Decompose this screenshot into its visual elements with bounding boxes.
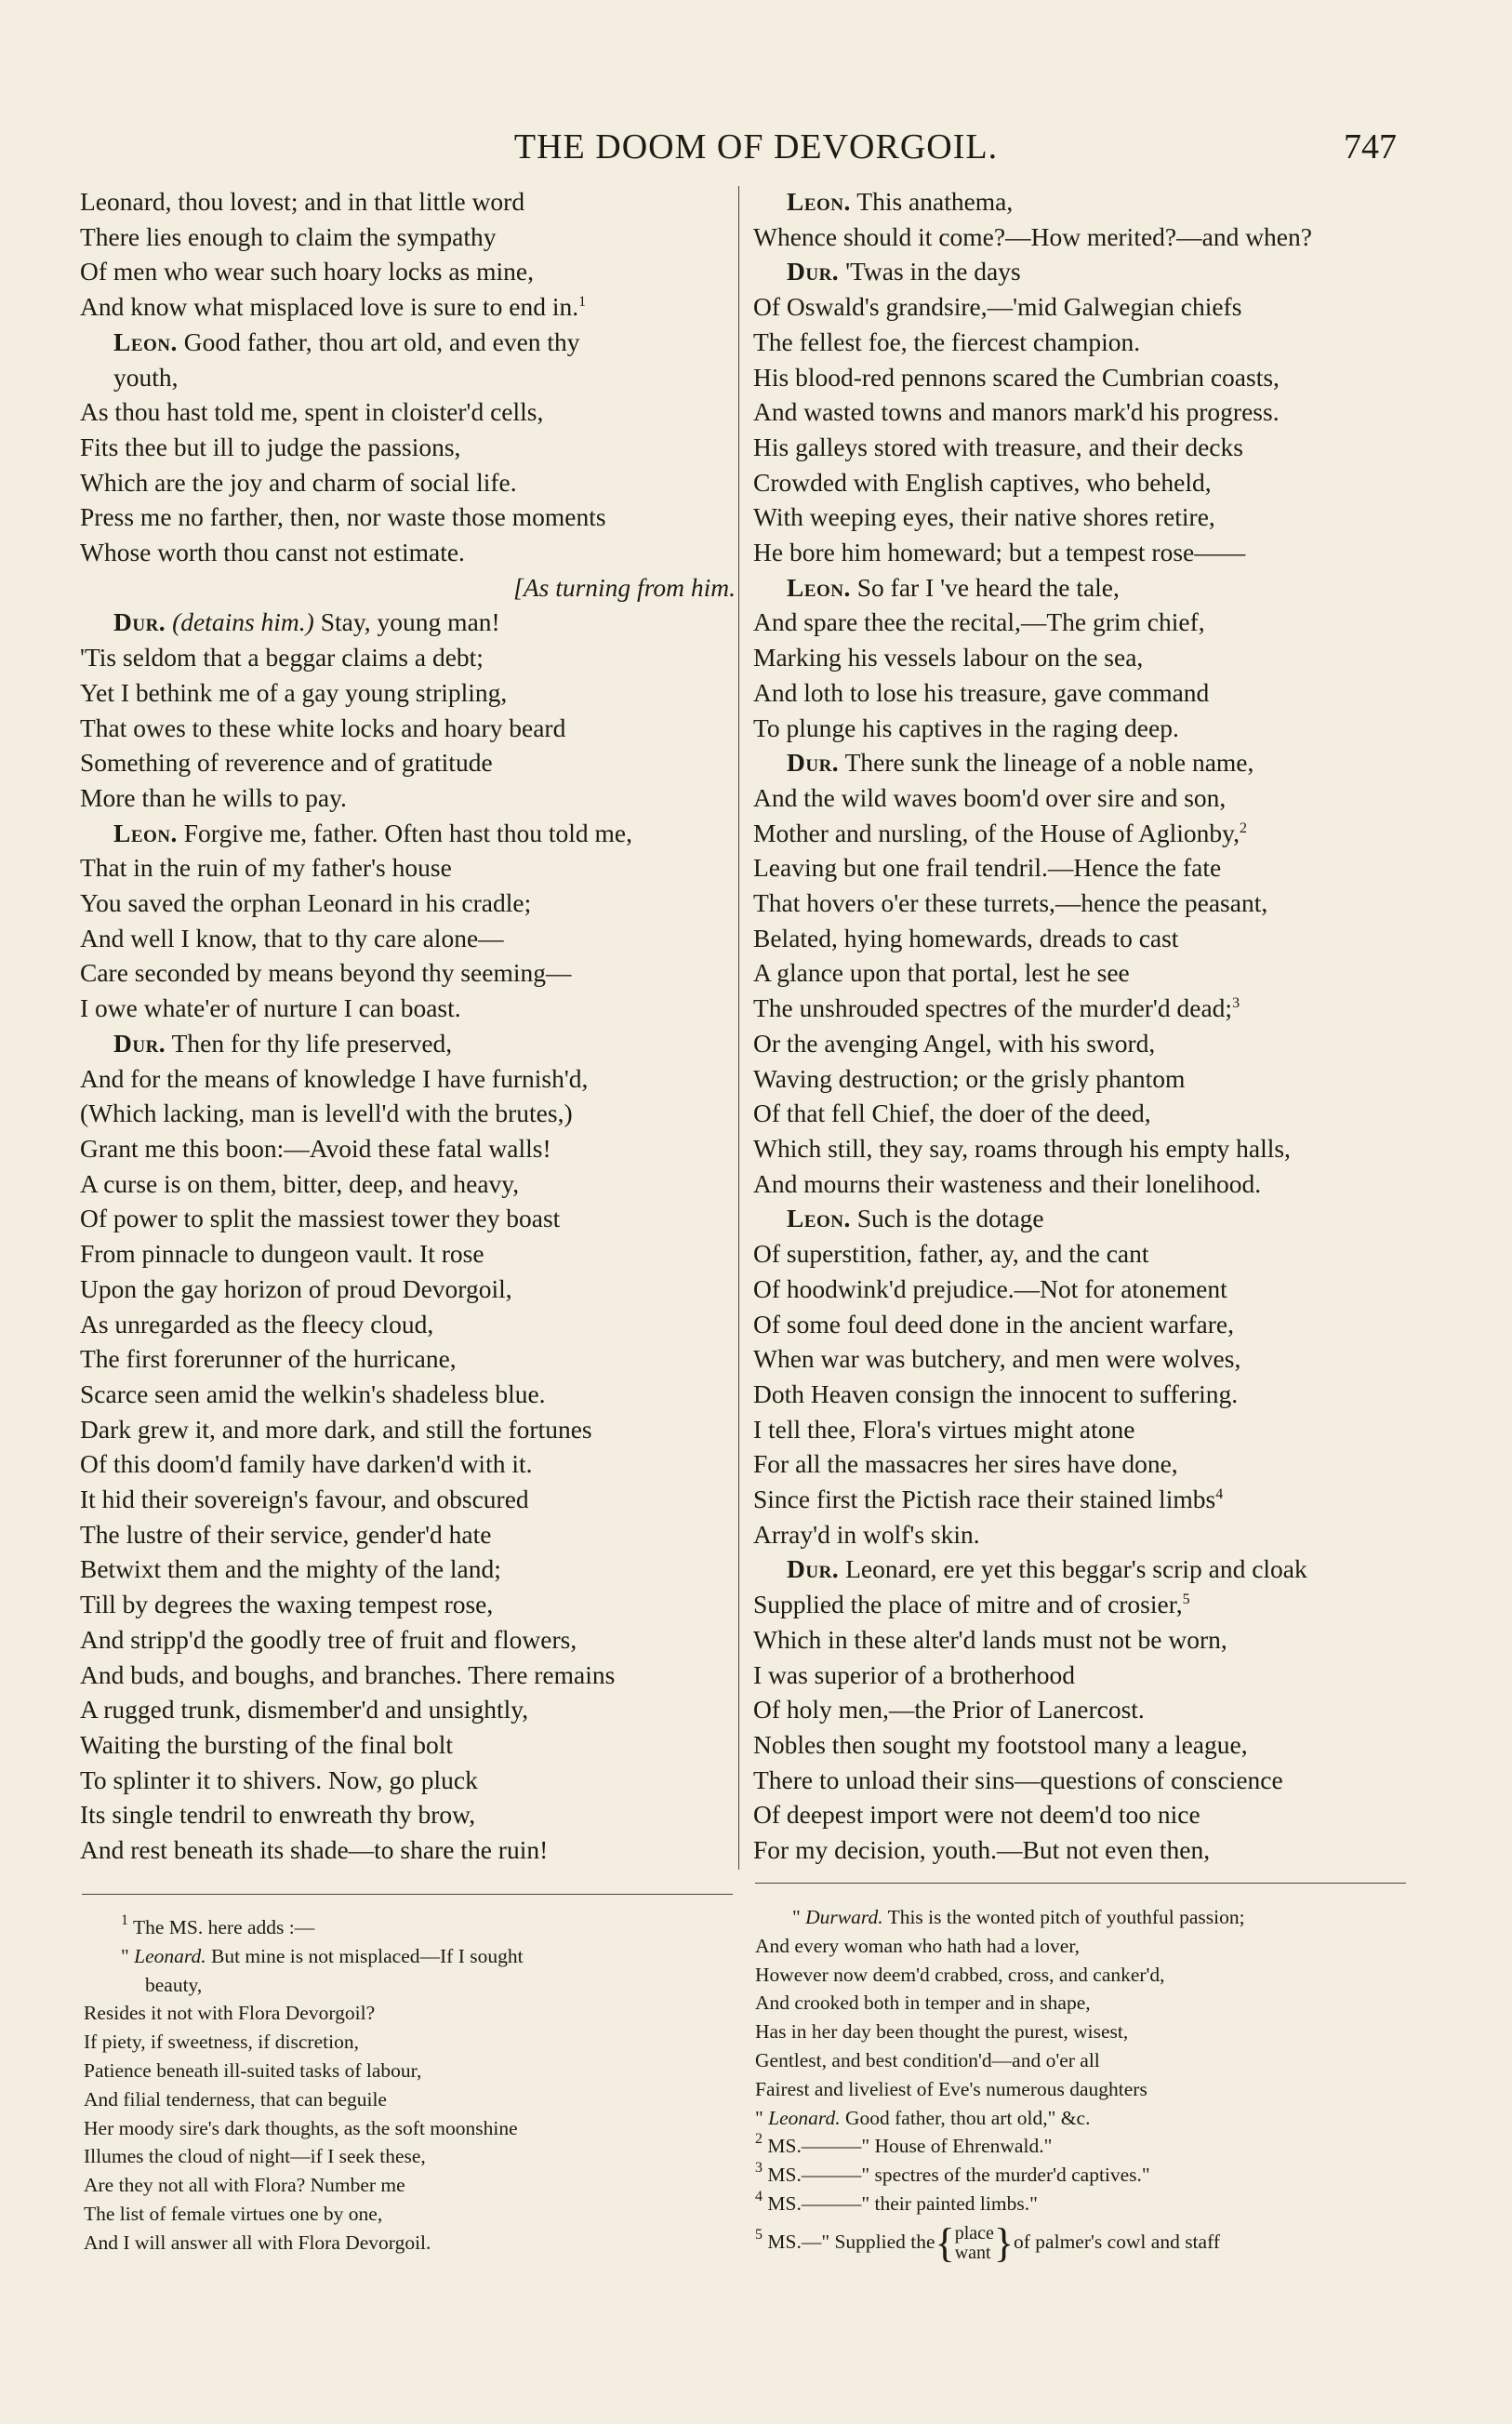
verse-line [80, 184, 736, 220]
footnote-text: Gentlest, and best condition'd—and o'er all [755, 2048, 1100, 2071]
speaker-name: Dur. [113, 607, 166, 637]
footnote-text: However now deem'd crabbed, cross, and canker'd, [755, 1963, 1165, 1986]
line-text: Array'd in wolf's skin. [753, 1519, 980, 1549]
verse-line [80, 535, 736, 570]
footnote-line [84, 2171, 735, 2200]
verse-line [753, 1096, 1412, 1131]
variant-option: place [954, 2222, 994, 2244]
speaker-name: Leon. [787, 1204, 851, 1233]
line-text: I owe whate'er of nurture I can boast. [80, 993, 461, 1023]
footnote-number: 5 [755, 2226, 763, 2243]
speaker-name: Dur. [787, 748, 840, 778]
line-text: Of hoodwink'd prejudice.—Not for atonement [753, 1273, 1227, 1303]
line-text: Upon the gay horizon of proud Devorgoil, [80, 1273, 512, 1303]
line-text: That in the ruin of my father's house [80, 853, 452, 883]
verse-line [80, 1061, 736, 1097]
line-text: And loth to lose his treasure, gave command [753, 677, 1210, 707]
footnote-number: 3 [755, 2160, 763, 2177]
speaker-name: Dur. [113, 1028, 166, 1058]
line-text: Stay, young man! [313, 607, 500, 637]
line-text: Then for thy life preserved, [166, 1028, 453, 1058]
verse-line [753, 360, 1412, 395]
footnote-marker: 1 [578, 294, 587, 311]
verse-line [753, 220, 1412, 255]
verse-line [80, 1096, 736, 1131]
verse-line [753, 780, 1412, 816]
stage-direction: (detains him.) [172, 607, 314, 637]
verse-line [753, 886, 1412, 921]
line-text: And stripp'd the goodly tree of fruit and flowers, [80, 1624, 577, 1654]
footnote-text: Fairest and liveliest of Eve's numerous daughters [755, 2077, 1147, 2100]
line-text: Which still, they say, roams through his empty halls, [753, 1133, 1291, 1163]
verse-line [80, 1307, 736, 1342]
footnote-marker: 2 [1239, 819, 1247, 836]
footnote-speaker: Leonard. [768, 2106, 841, 2129]
line-text: You saved the orphan Leonard in his cradle; [80, 888, 532, 918]
verse-line [80, 605, 736, 640]
speaker-name: Leon. [787, 572, 851, 602]
verse-line [80, 1727, 736, 1763]
line-text: Doth Heaven consign the innocent to suffering. [753, 1378, 1239, 1408]
verse-line [80, 1692, 736, 1727]
verse-line [80, 1272, 736, 1307]
verse-line [80, 1482, 736, 1517]
footnote-line [84, 2142, 735, 2171]
verse-line [753, 1517, 1412, 1552]
verse-line [753, 394, 1412, 430]
footnote-line [755, 1961, 1413, 1990]
verse-line [753, 1377, 1412, 1412]
verse-line [753, 1341, 1412, 1377]
verse-line [753, 1131, 1412, 1166]
right-column [753, 184, 1412, 1868]
line-text: From pinnacle to dungeon vault. It rose [80, 1239, 484, 1269]
line-text: Leonard, ere yet this beggar's scrip and cloak [839, 1554, 1307, 1584]
verse-line [80, 1377, 736, 1412]
footnote-text: If piety, if sweetness, if discretion, [84, 2031, 359, 2054]
verse-line [80, 394, 736, 430]
page-number: 747 [1344, 127, 1397, 166]
verse-line [80, 991, 736, 1026]
verse-line [80, 745, 736, 780]
verse-line [80, 1517, 736, 1552]
line-text: That owes to these white locks and hoary beard [80, 713, 566, 742]
verse-line [80, 1446, 736, 1482]
footnote-text: The MS. here adds :— [133, 1916, 315, 1938]
footnote-line [84, 2057, 735, 2085]
verse-line [753, 1236, 1412, 1272]
line-text: A glance upon that portal, lest he see [753, 958, 1130, 988]
footnote-speaker: Durward. [805, 1906, 883, 1928]
line-text: Of Oswald's grandsire,—'mid Galwegian chiefs [753, 292, 1242, 322]
line-text: Leaving but one frail tendril.—Hence the fate [753, 853, 1222, 883]
line-text: Nobles then sought my footstool many a league, [753, 1729, 1248, 1759]
verse-line [80, 1622, 736, 1658]
line-text: The unshrouded spectres of the murder'd dead; [753, 993, 1233, 1023]
line-text: Yet I bethink me of a gay young stripling, [80, 677, 508, 707]
line-text: Forgive me, father. Often hast thou told me, [177, 818, 632, 847]
footnote-text: And I will answer all with Flora Devorgoil. [84, 2231, 431, 2254]
footnote-line [84, 2229, 735, 2258]
footnote-text: MS.—" Supplied the [767, 2230, 935, 2253]
verse-line [80, 220, 736, 255]
verse-line [753, 1763, 1412, 1798]
line-text: Whose worth thou canst not estimate. [80, 538, 465, 567]
line-text: Since first the Pictish race their stained limbs [753, 1485, 1216, 1514]
footnote-line [755, 2046, 1413, 2075]
footnote-number: 4 [755, 2188, 763, 2204]
line-text: Waving destruction; or the grisly phantom [753, 1063, 1186, 1093]
line-text: Marking his vessels labour on the sea, [753, 643, 1144, 673]
footnote-text: of palmer's cowl and staff [1014, 2230, 1221, 2253]
verse-line [753, 1446, 1412, 1482]
line-text: Good father, thou art old, and even thy [177, 326, 580, 356]
verse-line [80, 640, 736, 675]
line-text: To splinter it to shivers. Now, go pluck [80, 1765, 478, 1794]
footnote-text: " [121, 1944, 135, 1967]
page-header [0, 127, 1512, 173]
verse-line [753, 1622, 1412, 1658]
line-text: Of some foul deed done in the ancient warfare, [753, 1309, 1234, 1339]
verse-line [753, 1727, 1412, 1763]
line-text: Of power to split the massiest tower they boast [80, 1204, 561, 1233]
line-text: And mourns their wasteness and their lonelihood. [753, 1168, 1262, 1198]
footnote-line [84, 2028, 735, 2057]
verse-line [753, 1692, 1412, 1727]
line-text: Mother and nursling, of the House of Aglionby, [753, 818, 1240, 847]
verse-line [753, 1797, 1412, 1832]
line-text: Dark grew it, and more dark, and still the fortunes [80, 1414, 592, 1444]
line-text: For my decision, youth.—But not even then, [753, 1835, 1211, 1865]
line-text: There lies enough to claim the sympathy [80, 221, 497, 251]
line-text: It hid their sovereign's favour, and obscured [80, 1485, 529, 1514]
footnote-number: 1 [121, 1912, 128, 1928]
verse-line [753, 1832, 1412, 1868]
line-text: Or the avenging Angel, with his sword, [753, 1028, 1156, 1058]
footnote-text: And crooked both in temper and in shape, [755, 1991, 1091, 2015]
line-text: Of deepest import were not deem'd too nice [753, 1800, 1200, 1830]
verse-line [753, 1658, 1412, 1693]
verse-line [753, 499, 1412, 535]
line-text: Betwixt them and the mighty of the land; [80, 1554, 501, 1584]
verse-line [753, 430, 1412, 465]
line-text: That hovers o'er these turrets,—hence the peasant, [753, 888, 1268, 918]
footnotes-left [84, 1913, 735, 2258]
footnote-text: This is the wonted pitch of youthful passion; [882, 1906, 1245, 1928]
verse-line [753, 1307, 1412, 1342]
line-text: Fits thee but ill to judge the passions, [80, 432, 461, 461]
verse-line [80, 499, 736, 535]
verse-line [753, 1201, 1412, 1236]
line-text: And buds, and boughs, and branches. There remains [80, 1659, 616, 1689]
verse-line [753, 1061, 1412, 1097]
verse-line [753, 535, 1412, 570]
line-text: As unregarded as the fleecy cloud, [80, 1309, 434, 1339]
footnote-text: Her moody sire's dark thoughts, as the soft moonshine [84, 2116, 518, 2139]
right-brace: } [993, 2219, 1015, 2266]
line-text: A rugged trunk, dismember'd and unsightly, [80, 1695, 529, 1725]
speaker-name: Dur. [787, 1554, 840, 1584]
verse-line [80, 675, 736, 711]
line-text: And wasted towns and manors mark'd his progress. [753, 397, 1280, 427]
verse-line [753, 991, 1412, 1026]
verse-line [753, 1482, 1412, 1517]
footnote-line [84, 2114, 735, 2143]
line-text: There to unload their sins—questions of conscience [753, 1765, 1283, 1794]
footnote-text: Good father, thou art old," &c. [840, 2106, 1091, 2129]
line-text: This anathema, [850, 187, 1014, 216]
footnote-line [84, 1999, 735, 2028]
line-text: Of men who wear such hoary locks as mine, [80, 257, 534, 286]
verse-line [80, 1797, 736, 1832]
line-text: His galleys stored with treasure, and their decks [753, 432, 1243, 461]
line-text: More than he wills to pay. [80, 782, 347, 812]
line-text: When war was butchery, and men were wolves, [753, 1344, 1241, 1374]
line-text: (Which lacking, man is levell'd with the brutes,) [80, 1099, 573, 1128]
footnote-text: Patience beneath ill-suited tasks of labour, [84, 2058, 422, 2082]
footnote-rule-left [82, 1894, 733, 1895]
footnote-text: " [792, 1906, 806, 1928]
line-text: 'Tis seldom that a beggar claims a debt; [80, 643, 484, 673]
footnote-line [755, 2075, 1413, 2104]
line-text: Which in these alter'd lands must not be worn, [753, 1624, 1227, 1654]
line-text: Belated, hying homewards, dreads to cast [753, 923, 1179, 952]
line-text: The fellest foe, the fiercest champion. [753, 326, 1141, 356]
verse-line [80, 1236, 736, 1272]
verse-line [80, 780, 736, 816]
line-text: Care seconded by means beyond thy seeming— [80, 958, 572, 988]
line-text: Grant me this boon:—Avoid these fatal walls! [80, 1133, 551, 1163]
line-text: And rest beneath its shade—to share the ruin! [80, 1835, 549, 1865]
verse-line [80, 1587, 736, 1622]
footnote-line [755, 2161, 1413, 2190]
line-text: And the wild waves boom'd over sire and son, [753, 782, 1227, 812]
verse-line [753, 675, 1412, 711]
speaker-name: Leon. [113, 326, 178, 356]
verse-line [80, 1763, 736, 1798]
verse-line [753, 745, 1412, 780]
verse-line [80, 254, 736, 289]
line-text: With weeping eyes, their native shores retire, [753, 502, 1215, 532]
verse-line [80, 1166, 736, 1202]
verse-line [80, 1131, 736, 1166]
verse-line [80, 850, 736, 886]
line-text: Of holy men,—the Prior of Lanercost. [753, 1695, 1145, 1725]
line-text: I tell thee, Flora's virtues might atone [753, 1414, 1135, 1444]
footnote-text: But mine is not misplaced—If I sought [206, 1944, 524, 1967]
line-text: He bore him homeward; but a tempest rose—— [753, 538, 1246, 567]
line-text: As thou hast told me, spent in cloister'd cells, [80, 397, 544, 427]
speaker-name: Leon. [787, 187, 851, 216]
footnotes-right [755, 1903, 1413, 2266]
verse-line [753, 1272, 1412, 1307]
verse-line [753, 254, 1412, 289]
footnote-line [755, 2190, 1413, 2218]
footnote-marker: 3 [1232, 995, 1240, 1012]
verse-line [753, 465, 1412, 500]
verse-line [753, 1412, 1412, 1447]
verse-line [80, 1658, 736, 1693]
speaker-name: Dur. [787, 257, 840, 286]
footnote-marker: 4 [1215, 1486, 1224, 1503]
verse-line [80, 360, 736, 395]
speaker-name: Leon. [113, 818, 178, 847]
line-text: Of this doom'd family have darken'd with it. [80, 1449, 533, 1479]
line-text: To plunge his captives in the raging deep. [753, 713, 1179, 742]
footnote-text: The list of female virtues one by one, [84, 2202, 383, 2225]
footnote-text: And every woman who hath had a lover, [755, 1934, 1081, 1957]
line-text: Of superstition, father, ay, and the cant [753, 1239, 1149, 1269]
footnote-text: Illumes the cloud of night—if I seek these, [84, 2145, 426, 2168]
line-text: Press me no farther, then, nor waste those moments [80, 502, 606, 532]
footnote-text: Has in her day been thought the purest, wisest, [755, 2020, 1129, 2044]
variant-option: want [954, 2242, 991, 2263]
line-text: Whence should it come?—How merited?—and when? [753, 221, 1312, 251]
line-text: His blood-red pennons scared the Cumbrian coasts, [753, 362, 1280, 392]
footnote-line [755, 1989, 1413, 2018]
footnote-line [755, 1903, 1413, 1932]
footnote-line [755, 2219, 1413, 2266]
variant-options [955, 2224, 994, 2263]
line-text: The lustre of their service, gender'd hate [80, 1519, 492, 1549]
verse-line [753, 570, 1412, 606]
footnote-text: Are they not all with Flora? Number me [84, 2174, 405, 2197]
line-text: Crowded with English captives, who beheld, [753, 467, 1212, 497]
verse-line [80, 1026, 736, 1061]
verse-line [753, 1587, 1412, 1622]
line-text: Such is the dotage [850, 1204, 1044, 1233]
verse-line [80, 886, 736, 921]
footnote-line [84, 1913, 735, 1942]
line-text: Waiting the bursting of the final bolt [80, 1729, 454, 1759]
verse-line [753, 1552, 1412, 1587]
verse-line [80, 711, 736, 746]
footnote-line [755, 2132, 1413, 2161]
verse-line [80, 816, 736, 851]
line-text: So far I 've heard the tale, [850, 572, 1120, 602]
line-text: Leonard, thou lovest; and in that little word [80, 187, 525, 216]
footnote-text: MS.———" their painted limbs." [767, 2191, 1038, 2215]
footnote-text: MS.———" spectres of the murder'd captives." [767, 2164, 1150, 2187]
footnote-line [84, 2200, 735, 2229]
footnote-line [84, 1971, 735, 2000]
verse-line [753, 921, 1412, 956]
verse-line [753, 605, 1412, 640]
line-text: Till by degrees the waxing tempest rose, [80, 1590, 494, 1619]
footnote-number: 2 [755, 2131, 763, 2148]
line-text: youth, [113, 362, 179, 392]
line-text: A curse is on them, bitter, deep, and heavy, [80, 1168, 520, 1198]
footnote-line [84, 2085, 735, 2114]
footnote-text: beauty, [145, 1973, 203, 1996]
verse-line [80, 465, 736, 500]
footnote-rule-right [755, 1883, 1406, 1884]
verse-line [753, 184, 1412, 220]
verse-line [753, 816, 1412, 851]
footnote-text: MS.———" House of Ehrenwald." [767, 2135, 1053, 2158]
verse-line [80, 1201, 736, 1236]
verse-line [753, 1166, 1412, 1202]
line-text: And well I know, that to thy care alone— [80, 923, 504, 952]
left-brace: { [935, 2219, 955, 2266]
line-text: 'Twas in the days [839, 257, 1021, 286]
line-text: Of that fell Chief, the doer of the deed, [753, 1099, 1151, 1128]
verse-line [80, 570, 736, 606]
footnote-text: " [755, 2106, 769, 2129]
footnote-speaker: Leonard. [134, 1944, 206, 1967]
verse-line [80, 1552, 736, 1587]
footnote-line [755, 2018, 1413, 2046]
footnote-text: And filial tenderness, that can beguile [84, 2087, 387, 2111]
line-text: Something of reverence and of gratitude [80, 748, 493, 778]
verse-line [80, 1341, 736, 1377]
verse-line [80, 325, 736, 360]
verse-line [753, 850, 1412, 886]
line-text: Which are the joy and charm of social life. [80, 467, 517, 497]
line-text: For all the massacres her sires have done, [753, 1449, 1178, 1479]
line-text: There sunk the lineage of a noble name, [839, 748, 1254, 778]
verse-line [753, 325, 1412, 360]
verse-line [80, 921, 736, 956]
verse-line [753, 1026, 1412, 1061]
footnote-line [84, 1942, 735, 1971]
footnote-line [755, 1932, 1413, 1961]
footnote-marker: 5 [1182, 1592, 1190, 1608]
verse-line [80, 955, 736, 991]
line-text: And for the means of knowledge I have furnish'd, [80, 1063, 589, 1093]
column-divider [738, 186, 739, 1870]
line-text: And know what misplaced love is sure to end in. [80, 292, 579, 322]
stage-direction: [As turning from him. [513, 572, 736, 602]
running-title: THE DOOM OF DEVORGOIL. [513, 127, 999, 166]
line-text: And spare thee the recital,—The grim chief, [753, 607, 1205, 637]
verse-line [753, 289, 1412, 325]
verse-line [80, 1832, 736, 1868]
footnote-text: Resides it not with Flora Devorgoil? [84, 2002, 376, 2025]
line-text: I was superior of a brotherhood [753, 1659, 1075, 1689]
line-text: The first forerunner of the hurricane, [80, 1344, 457, 1374]
line-text: Supplied the place of mitre and of crosier, [753, 1590, 1183, 1619]
line-text: Scarce seen amid the welkin's shadeless blue. [80, 1378, 546, 1408]
verse-line [753, 640, 1412, 675]
line-text: Its single tendril to enwreath thy brow, [80, 1800, 476, 1830]
verse-line [753, 711, 1412, 746]
verse-line [80, 1412, 736, 1447]
verse-line [80, 289, 736, 325]
left-column [80, 184, 736, 1868]
verse-line [753, 955, 1412, 991]
footnote-line [755, 2104, 1413, 2133]
verse-line [80, 430, 736, 465]
